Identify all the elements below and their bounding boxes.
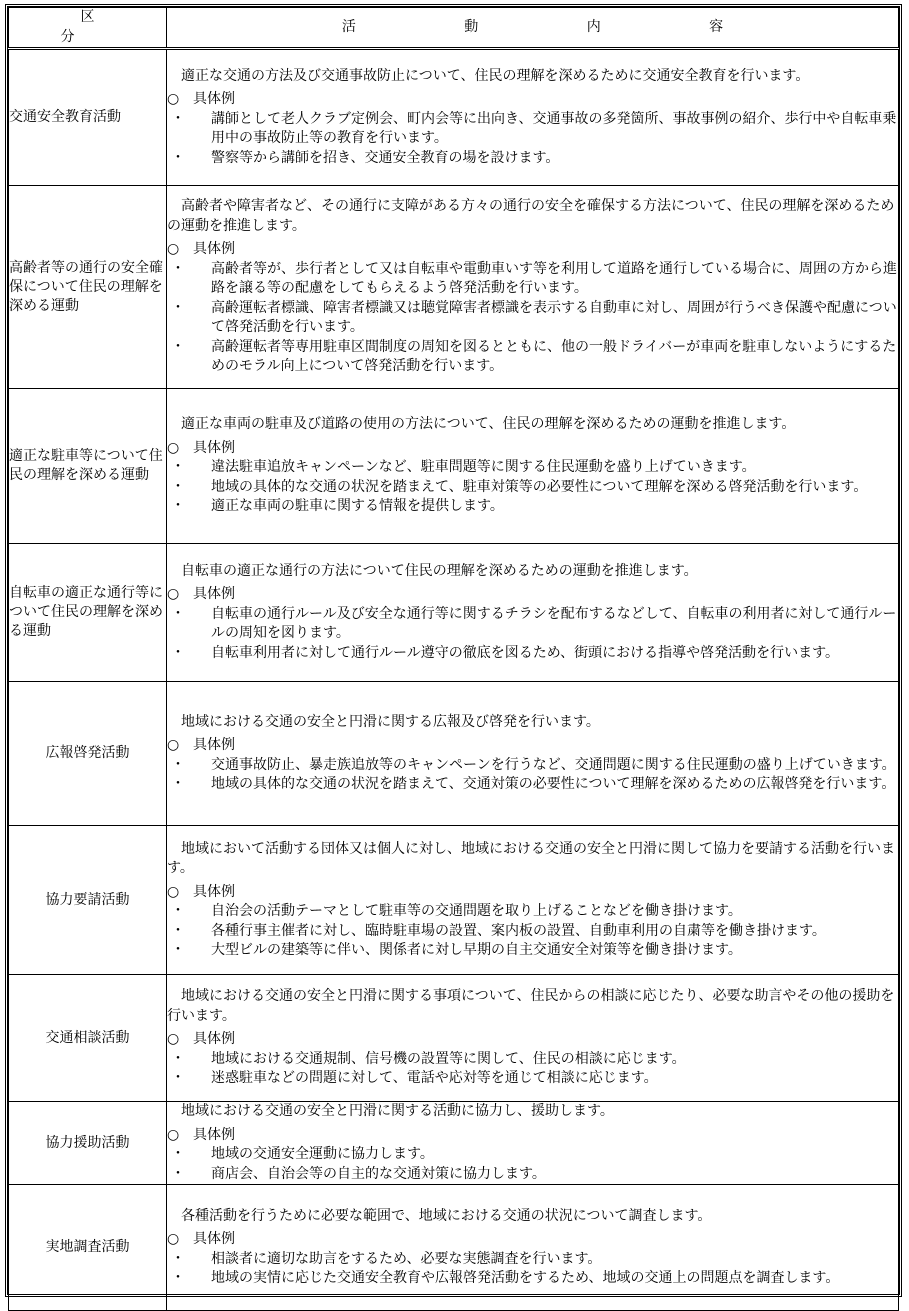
bullet-dot-icon: ・ [171,903,185,919]
circle-icon: ○ [167,883,180,900]
list-item-text: 自転車の通行ルール及び安全な通行等に関するチラシを配布するなどして、自転車の利用者に対して通行ルールの周知を図ります。 [211,605,897,642]
bullet-dot-icon: ・ [171,459,185,476]
content-cell [167,826,899,975]
list-item-text: 自転車利用者に対して通行ルール遵守の徹底を図るため、街頭における指導や啓発活動を行います。 [211,644,840,661]
bullet-dot-icon: ・ [171,756,185,773]
example-heading [167,439,898,459]
list-item-text: 地域の具体的な交通の状況を踏まえて、駐車対策等の必要性について理解を深める啓発活動を行います。 [211,478,868,495]
bullet-dot-icon: ・ [171,299,185,316]
content-cell [167,544,899,682]
category-cell: 高齢者等の通行の安全確保について住民の理解を深める運動 [9,186,167,389]
example-heading [167,883,898,903]
list-item-text: 適正な車両の駐車に関する情報を提供します。 [211,498,504,515]
activities-table [8,7,899,1311]
table-row [9,186,899,389]
bullet-dot-icon: ・ [171,1050,185,1067]
table-row [9,826,899,975]
content-cell [167,1102,899,1185]
bullet-dot-icon: ・ [171,922,185,939]
category-cell: 自転車の適正な通行等について住民の理解を深める運動 [9,544,167,682]
list-item-text: 高齢運転者等専用駐車区間制度の周知を図るとともに、他の一般ドライバーが車両を駐車しないようにするためのモラル向上について啓発活動を行います。 [211,338,897,375]
example-label: 具体例 [193,241,235,258]
example-label: 具体例 [193,737,235,753]
table-row [9,1102,899,1185]
category-cell: 協力援助活動 [9,1102,167,1185]
list-item-text: 地域の具体的な交通の状況を踏まえて、交通対策の必要性について理解を深めるための広報啓発を行います。 [211,776,896,792]
bullet-dot-icon: ・ [171,498,185,515]
list-item [167,1165,898,1185]
example-heading [167,240,898,260]
example-heading [167,1126,898,1146]
list-item [167,605,898,644]
list-item [167,756,898,776]
table-row [9,49,899,186]
intro-text: 地域における交通の安全と円滑に関する活動に協力し、援助します。 [181,1103,614,1119]
category-cell: 交通安全教育活動 [9,49,167,186]
list-item-text: 地域の実情に応じた交通安全教育や広報啓発活動をするため、地域の交通上の問題点を調査します。 [211,1270,840,1286]
content-cell [167,186,899,389]
list-item-text: 高齢運転者標識、障害者標識又は聴覚障害者標識を表示する自動車に対し、周囲が行うべき保護や配慮について啓発活動を行います。 [211,299,897,336]
list-item-text: 高齢者等が、歩行者として又は自転車や電動車いす等を利用して道路を通行している場合に、周囲の方から進路を譲る等の配慮をしてもらえるよう啓発活動を行います。 [211,260,897,297]
list-item-text: 地域における交通規制、信号機の設置等に関して、住民の相談に応じます。 [211,1050,686,1067]
content-cell [167,1185,899,1311]
list-item-text: 相談者に適切な助言をするため、必要な実態調査を行います。 [211,1250,602,1267]
bullet-dot-icon: ・ [171,338,185,355]
example-heading [167,90,898,110]
header-category: 区 分 [9,8,167,49]
list-item-text: 地域の交通安全運動に協力します。 [211,1146,434,1162]
bullet-dot-icon: ・ [171,149,185,166]
list-item [167,338,898,377]
list-item [167,1069,898,1089]
bullet-dot-icon: ・ [171,776,185,792]
bullet-dot-icon: ・ [171,110,185,127]
list-item-text: 商店会、自治会等の自主的な交通対策に協力します。 [211,1165,546,1182]
bullet-dot-icon: ・ [171,1070,185,1087]
intro-text: 地域における交通の安全と円滑に関する事項について、住民からの相談に応じたり、必要な助言やその他の援助を行います。 [167,988,895,1024]
example-label: 具体例 [193,1126,235,1143]
list-item [167,902,898,922]
example-label: 具体例 [193,1231,235,1247]
intro-text: 地域における交通の安全と円滑に関する広報及び啓発を行います。 [181,713,600,730]
category-cell: 広報啓発活動 [9,682,167,826]
intro-text: 高齢者や障害者など、その通行に支障がある方々の通行の安全を確保する方法について、住民の理解を深めるための運動を推進します。 [167,198,895,234]
table-row [9,389,899,544]
document-frame [5,4,902,1297]
table-header-row [9,8,899,49]
bullet-dot-icon: ・ [171,478,185,495]
list-item [167,1250,898,1270]
list-item-text: 各種行事主催者に対し、臨時駐車場の設置、案内板の設置、自動車利用の自粛等を働き掛けます。 [211,922,826,939]
list-item-text: 自治会の活動テーマとして駐車等の交通問題を取り上げることなどを働き掛けます。 [211,903,742,919]
circle-icon: ○ [167,91,180,108]
content-cell [167,389,899,544]
circle-icon: ○ [167,1126,180,1143]
list-item-text: 迷惑駐車などの問題に対して、電話や応対等を通じて相談に応じます。 [211,1070,658,1087]
list-item [167,497,898,517]
bullet-dot-icon: ・ [171,1165,185,1182]
list-item [167,1145,898,1165]
circle-icon: ○ [167,737,180,753]
circle-icon: ○ [167,1031,180,1048]
example-heading [167,585,898,605]
list-item-text: 大型ビルの建築等に伴い、関係者に対し早期の自主交通安全対策等を働き掛けます。 [211,942,742,958]
list-item [167,149,898,169]
circle-icon: ○ [167,241,180,258]
list-item [167,458,898,478]
example-label: 具体例 [193,883,235,900]
category-cell: 交通相談活動 [9,975,167,1102]
bullet-dot-icon: ・ [171,644,185,661]
list-item-text: 警察等から講師を招き、交通安全教育の場を設けます。 [211,149,560,166]
intro-text: 適正な車両の駐車及び道路の使用の方法について、住民の理解を深めるための運動を推進します。 [181,416,796,433]
circle-icon: ○ [167,439,180,456]
list-item [167,941,898,961]
list-item [167,1050,898,1070]
list-item-text: 違法駐車追放キャンペーンなど、駐車問題等に関する住民運動を盛り上げていきます。 [211,459,756,476]
list-item-text: 交通事故防止、暴走族追放等のキャンペーンを行うなど、交通問題に関する住民運動の盛り上げていきます。 [211,756,896,773]
list-item [167,260,898,299]
category-cell: 適正な駐車等について住民の理解を深める運動 [9,389,167,544]
intro-text: 各種活動を行うために必要な範囲で、地域における交通の状況について調査します。 [181,1207,712,1224]
category-cell: 実地調査活動 [9,1185,167,1311]
content-cell [167,49,899,186]
list-item [167,299,898,338]
table-row [9,682,899,826]
example-heading [167,1030,898,1050]
list-item [167,644,898,664]
intro-text: 自転車の適正な通行の方法について住民の理解を深めるための運動を推進します。 [181,562,698,579]
bullet-dot-icon: ・ [171,1250,185,1267]
intro-text: 適正な交通の方法及び交通事故防止について、住民の理解を深めるために交通安全教育を行います。 [181,67,810,84]
list-item [167,922,898,942]
example-label: 具体例 [193,91,235,108]
table-row [9,1185,899,1311]
example-heading [167,736,898,756]
content-cell [167,975,899,1102]
bullet-dot-icon: ・ [171,605,185,622]
list-item-text: 講師として老人クラブ定例会、町内会等に出向き、交通事故の多発箇所、事故事例の紹介、歩行中や自転車乗用中の事故防止等の教育を行います。 [211,110,897,147]
circle-icon: ○ [167,1231,180,1247]
example-label: 具体例 [193,439,235,456]
content-cell [167,682,899,826]
table-row [9,544,899,682]
list-item [167,775,898,795]
intro-text: 地域において活動する団体又は個人に対し、地域における交通の安全と円滑に関して協力を要請する活動を行います。 [167,840,895,876]
bullet-dot-icon: ・ [171,942,185,958]
example-label: 具体例 [193,1031,235,1048]
bullet-dot-icon: ・ [171,260,185,277]
category-cell: 協力要請活動 [9,826,167,975]
example-heading [167,1230,898,1250]
header-content: 活 動 内 容 [167,8,899,49]
circle-icon: ○ [167,586,180,603]
bullet-dot-icon: ・ [171,1270,185,1286]
bullet-dot-icon: ・ [171,1146,185,1162]
list-item [167,478,898,498]
example-label: 具体例 [193,586,235,603]
table-row [9,975,899,1102]
list-item [167,1269,898,1289]
list-item [167,110,898,149]
